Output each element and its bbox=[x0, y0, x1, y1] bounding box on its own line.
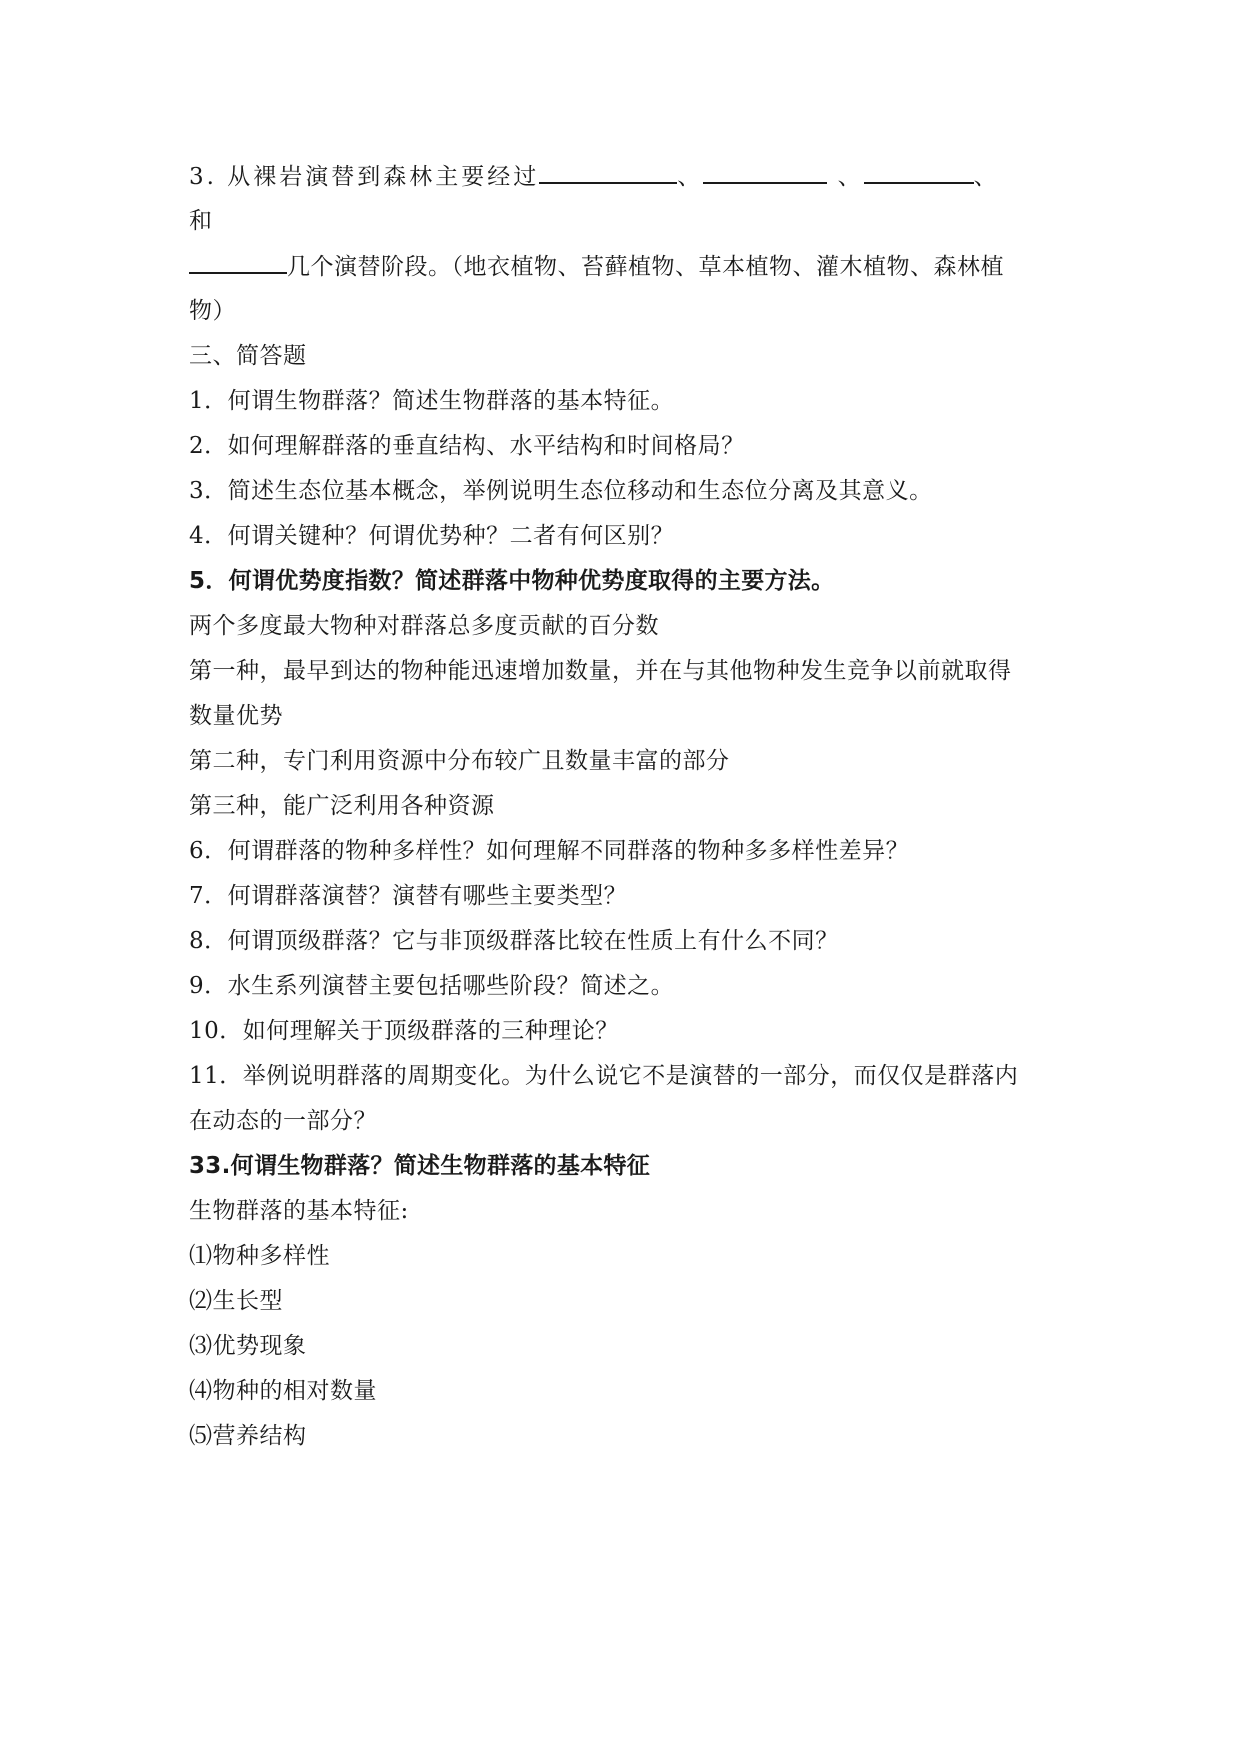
q33-intro: 生物群落的基本特征: bbox=[189, 1198, 409, 1224]
fill-blank-q3-line4 bbox=[189, 295, 1069, 327]
answer-blank-2 bbox=[703, 160, 827, 184]
question-10: 10．如何理解关于顶级群落的三种理论？ bbox=[189, 1018, 619, 1044]
question-33-title: 33.何谓生物群落？简述生物群落的基本特征 bbox=[189, 1153, 651, 1179]
q33-list-item: ⑵生长型 bbox=[189, 1288, 283, 1314]
question-3: 3．简述生态位基本概念，举例说明生态位移动和生态位分离及其意义。 bbox=[189, 478, 933, 504]
fill-blank-q3-line1 bbox=[189, 160, 1069, 193]
question-4: 4．何谓关键种？何谓优势种？二者有何区别？ bbox=[189, 523, 675, 549]
fill-blank-q3-line3 bbox=[189, 250, 1069, 283]
q33-list-item: ⑶优势现象 bbox=[189, 1333, 307, 1359]
question-2: 2．如何理解群落的垂直结构、水平结构和时间格局？ bbox=[189, 433, 745, 459]
question-1: 1．何谓生物群落？简述生物群落的基本特征。 bbox=[189, 388, 675, 414]
question-7: 7．何谓群落演替？演替有哪些主要类型？ bbox=[189, 883, 628, 909]
conjunction-and: 和 bbox=[189, 208, 213, 234]
question-6: 6．何谓群落的物种多样性？如何理解不同群落的物种多多样性差异？ bbox=[189, 838, 910, 864]
q5-answer-line: 第一种，最早到达的物种能迅速增加数量，并在与其他物种发生竞争以前就取得 bbox=[189, 658, 1012, 684]
blank-separator: 、 bbox=[677, 164, 704, 190]
question-9: 9．水生系列演替主要包括哪些阶段？简述之。 bbox=[189, 973, 675, 999]
blank-separator: 、 bbox=[973, 164, 1000, 190]
q5-answer-line: 两个多度最大物种对群落总多度贡献的百分数 bbox=[189, 613, 659, 639]
q3-text-end-2: 物） bbox=[189, 298, 236, 324]
q5-answer-line: 第三种，能广泛利用各种资源 bbox=[189, 793, 495, 819]
q3-text-end: 几个演替阶段。（地衣植物、苔藓植物、草本植物、灌木植物、森林植 bbox=[287, 254, 1004, 280]
blank-separator: 、 bbox=[827, 164, 864, 190]
fill-blank-q3-line2 bbox=[189, 205, 1069, 237]
section-title: 三、简答题 bbox=[189, 343, 307, 369]
q33-list-item: ⑸营养结构 bbox=[189, 1423, 307, 1449]
q33-list-item: ⑴物种多样性 bbox=[189, 1243, 330, 1269]
question-5-title: 5．何谓优势度指数？简述群落中物种优势度取得的主要方法。 bbox=[189, 568, 835, 594]
answer-blank-4 bbox=[189, 250, 287, 274]
answer-blank-1 bbox=[539, 160, 677, 184]
question-11-continued: 在动态的一部分？ bbox=[189, 1108, 377, 1134]
q33-list-item: ⑷物种的相对数量 bbox=[189, 1378, 377, 1404]
q5-answer-line: 第二种，专门利用资源中分布较广且数量丰富的部分 bbox=[189, 748, 730, 774]
q5-answer-line: 数量优势 bbox=[189, 703, 283, 729]
answer-blank-3 bbox=[864, 160, 974, 184]
q3-text-start: 3. 从裸岩演替到森林主要经过 bbox=[189, 164, 540, 190]
question-11: 11．举例说明群落的周期变化。为什么说它不是演替的一部分，而仅仅是群落内 bbox=[189, 1063, 1019, 1089]
question-8: 8．何谓顶级群落？它与非顶级群落比较在性质上有什么不同？ bbox=[189, 928, 839, 954]
